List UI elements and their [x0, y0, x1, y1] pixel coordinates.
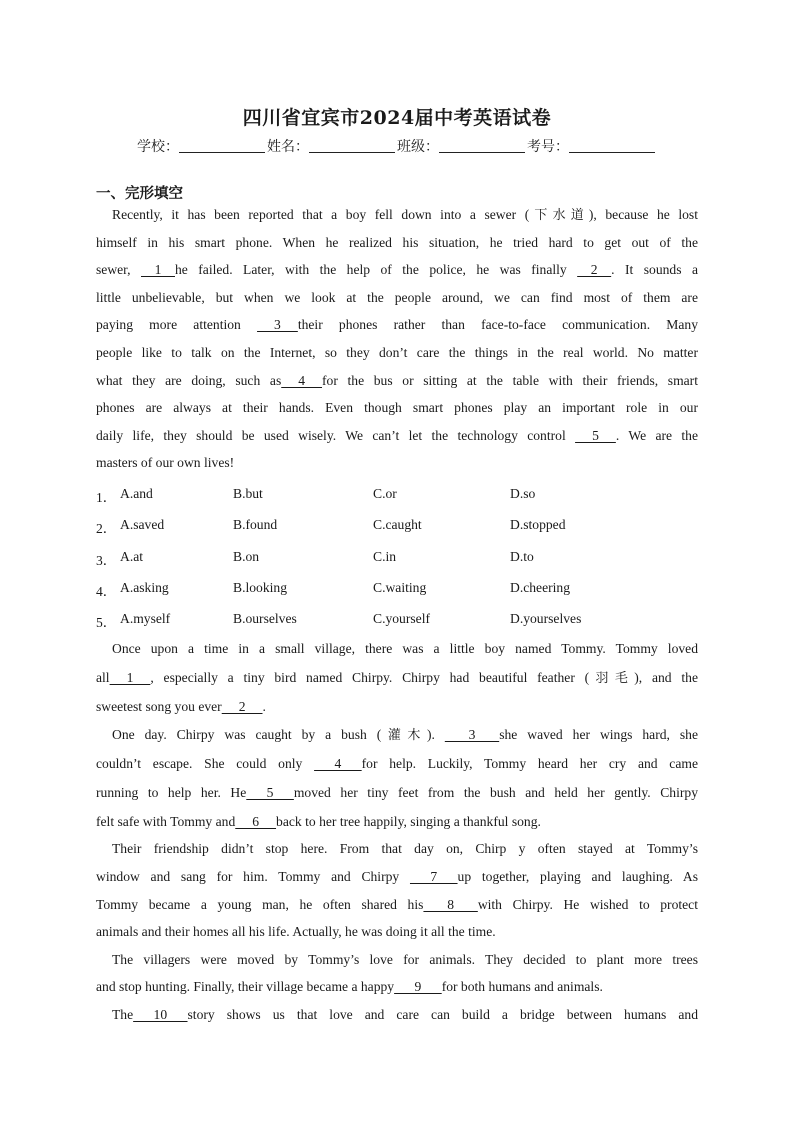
passage-line: people like to talk on the Internet, so they don’t care the things in the real world. No matter	[96, 344, 698, 360]
blank-1[interactable]: 1	[141, 262, 175, 278]
passage-line: Their friendship didn’t stop here. From that day on, Chirp y often stayed at Tommy’s	[112, 841, 698, 857]
passage-line: The 10 story shows us that love and care can build a bridge between humans and	[96, 1001, 698, 1029]
option-d[interactable]: D.so	[510, 486, 536, 501]
question-5-options	[96, 611, 716, 631]
blank-8[interactable]: 8	[423, 896, 478, 912]
option-c[interactable]: C.waiting	[373, 580, 427, 595]
passage-line: running to help her. He 5 moved her tiny feet from the bush and held her gently. Chirpy	[96, 779, 698, 808]
blank-10[interactable]: 10	[133, 1006, 188, 1022]
passage-line: what they are doing, such as 4 for the bus or sitting at the table with their friends, smart	[96, 367, 698, 395]
passage-line: paying more attention 3 their phones rather than face-to-face communication. Many	[96, 311, 698, 339]
blank-5[interactable]: 5	[575, 427, 616, 443]
blank-9[interactable]: 9	[394, 979, 442, 995]
blank-5[interactable]: 5	[246, 784, 294, 800]
passage-line: Once upon a time in a small village, there was a little boy named Tommy. Tommy loved	[112, 641, 698, 656]
passage-line: daily life, they should be used wisely. We can’t let the technology control 5 . We are the	[96, 422, 698, 450]
option-b[interactable]: B.ourselves	[233, 611, 297, 626]
section-heading-cloze: 一、完形填空	[96, 186, 183, 202]
passage-line: couldn’t escape. She could only 4 for help. Luckily, Tommy heard her cry and came	[96, 750, 698, 779]
option-b[interactable]: B.looking	[233, 580, 288, 595]
question-1-options	[96, 486, 716, 506]
blank-2[interactable]: 2	[221, 698, 263, 714]
option-a[interactable]: A.myself	[120, 611, 171, 626]
blank-4[interactable]: 4	[314, 756, 362, 772]
cloze-passage-2	[96, 635, 698, 1029]
school-label: 学校：	[137, 139, 179, 155]
passage-line: animals and their homes all his life. Actually, he was doing it all the time.	[96, 924, 496, 940]
question-number: 3．	[96, 553, 117, 568]
passage-line: Tommy became a young man, he often shared his 8 with Chirpy. He wished to protect	[96, 891, 698, 919]
question-number: 2．	[96, 521, 117, 536]
blank-7[interactable]: 7	[409, 868, 458, 884]
passage-line: The villagers were moved by Tommy’s love for animals. They decided to plant more trees	[112, 951, 698, 967]
blank-3[interactable]: 3	[257, 317, 298, 333]
passage-line: Recently, it has been reported that a boy fell down into a sewer (下水道), because he lost	[112, 207, 698, 223]
blank-1[interactable]: 1	[109, 669, 151, 685]
option-a[interactable]: A.asking	[120, 580, 169, 595]
passage-line: sweetest song you ever 2 .	[96, 693, 698, 722]
passage-line: and stop hunting. Finally, their village became a happy 9 for both humans and animals.	[96, 973, 698, 1001]
passage-line: window and sang for him. Tommy and Chirpy 7 up together, playing and laughing. As	[96, 863, 698, 891]
passage-line: One day. Chirpy was caught by a bush (灌木). 3 she waved her wings hard, she	[96, 721, 698, 750]
option-d[interactable]: D.stopped	[510, 517, 566, 532]
option-b[interactable]: B.but	[233, 486, 263, 501]
option-a[interactable]: A.at	[120, 549, 144, 564]
blank-4[interactable]: 4	[281, 372, 323, 388]
student-info-line	[0, 136, 794, 156]
passage-line: sewer, 1 he failed. Later, with the help of the police, he was finally 2 . It sounds a	[96, 256, 698, 284]
option-d[interactable]: D.cheering	[510, 580, 571, 595]
option-c[interactable]: C.or	[373, 486, 397, 501]
class-label: 班级：	[397, 139, 439, 155]
option-a[interactable]: A.saved	[120, 517, 165, 532]
name-blank[interactable]	[309, 138, 395, 153]
passage-line: phones are always at their hands. Even though smart phones play an important role in our	[96, 400, 698, 416]
question-2-options	[96, 517, 716, 537]
option-d[interactable]: D.yourselves	[510, 611, 582, 626]
exam-number-label: 考号：	[527, 139, 569, 155]
blank-3[interactable]: 3	[444, 727, 500, 743]
option-b[interactable]: B.found	[233, 517, 278, 532]
passage-line: himself in his smart phone. When he realized his situation, he tried hard to get out of the	[96, 234, 698, 250]
option-c[interactable]: C.caught	[373, 517, 422, 532]
cloze-passage-1	[96, 201, 698, 477]
option-b[interactable]: B.on	[233, 549, 260, 564]
option-c[interactable]: C.yourself	[373, 611, 431, 626]
option-a[interactable]: A.and	[120, 486, 153, 501]
school-blank[interactable]	[179, 138, 265, 153]
blank-2[interactable]: 2	[577, 262, 612, 278]
question-number: 4．	[96, 584, 117, 599]
page-title: 四川省宜宾市2024届中考英语试卷	[242, 107, 552, 129]
option-c[interactable]: C.in	[373, 549, 397, 564]
passage-line: masters of our own lives!	[96, 455, 235, 471]
exam-number-blank[interactable]	[569, 138, 655, 153]
blank-6[interactable]: 6	[235, 813, 277, 829]
name-label: 姓名：	[267, 139, 309, 155]
question-4-options	[96, 580, 716, 600]
question-number: 1．	[96, 490, 117, 505]
passage-line: felt safe with Tommy and 6 back to her tree happily, singing a thankful song.	[96, 808, 698, 836]
class-blank[interactable]	[439, 138, 525, 153]
question-number: 5．	[96, 615, 117, 630]
passage-line: little unbelievable, but when we look at the people around, we can find most of them are	[96, 289, 698, 305]
option-d[interactable]: D.to	[510, 549, 534, 564]
question-3-options	[96, 549, 716, 569]
passage-line: all 1 , especially a tiny bird named Chirpy. Chirpy had beautiful feather (羽毛), and the	[96, 664, 698, 693]
